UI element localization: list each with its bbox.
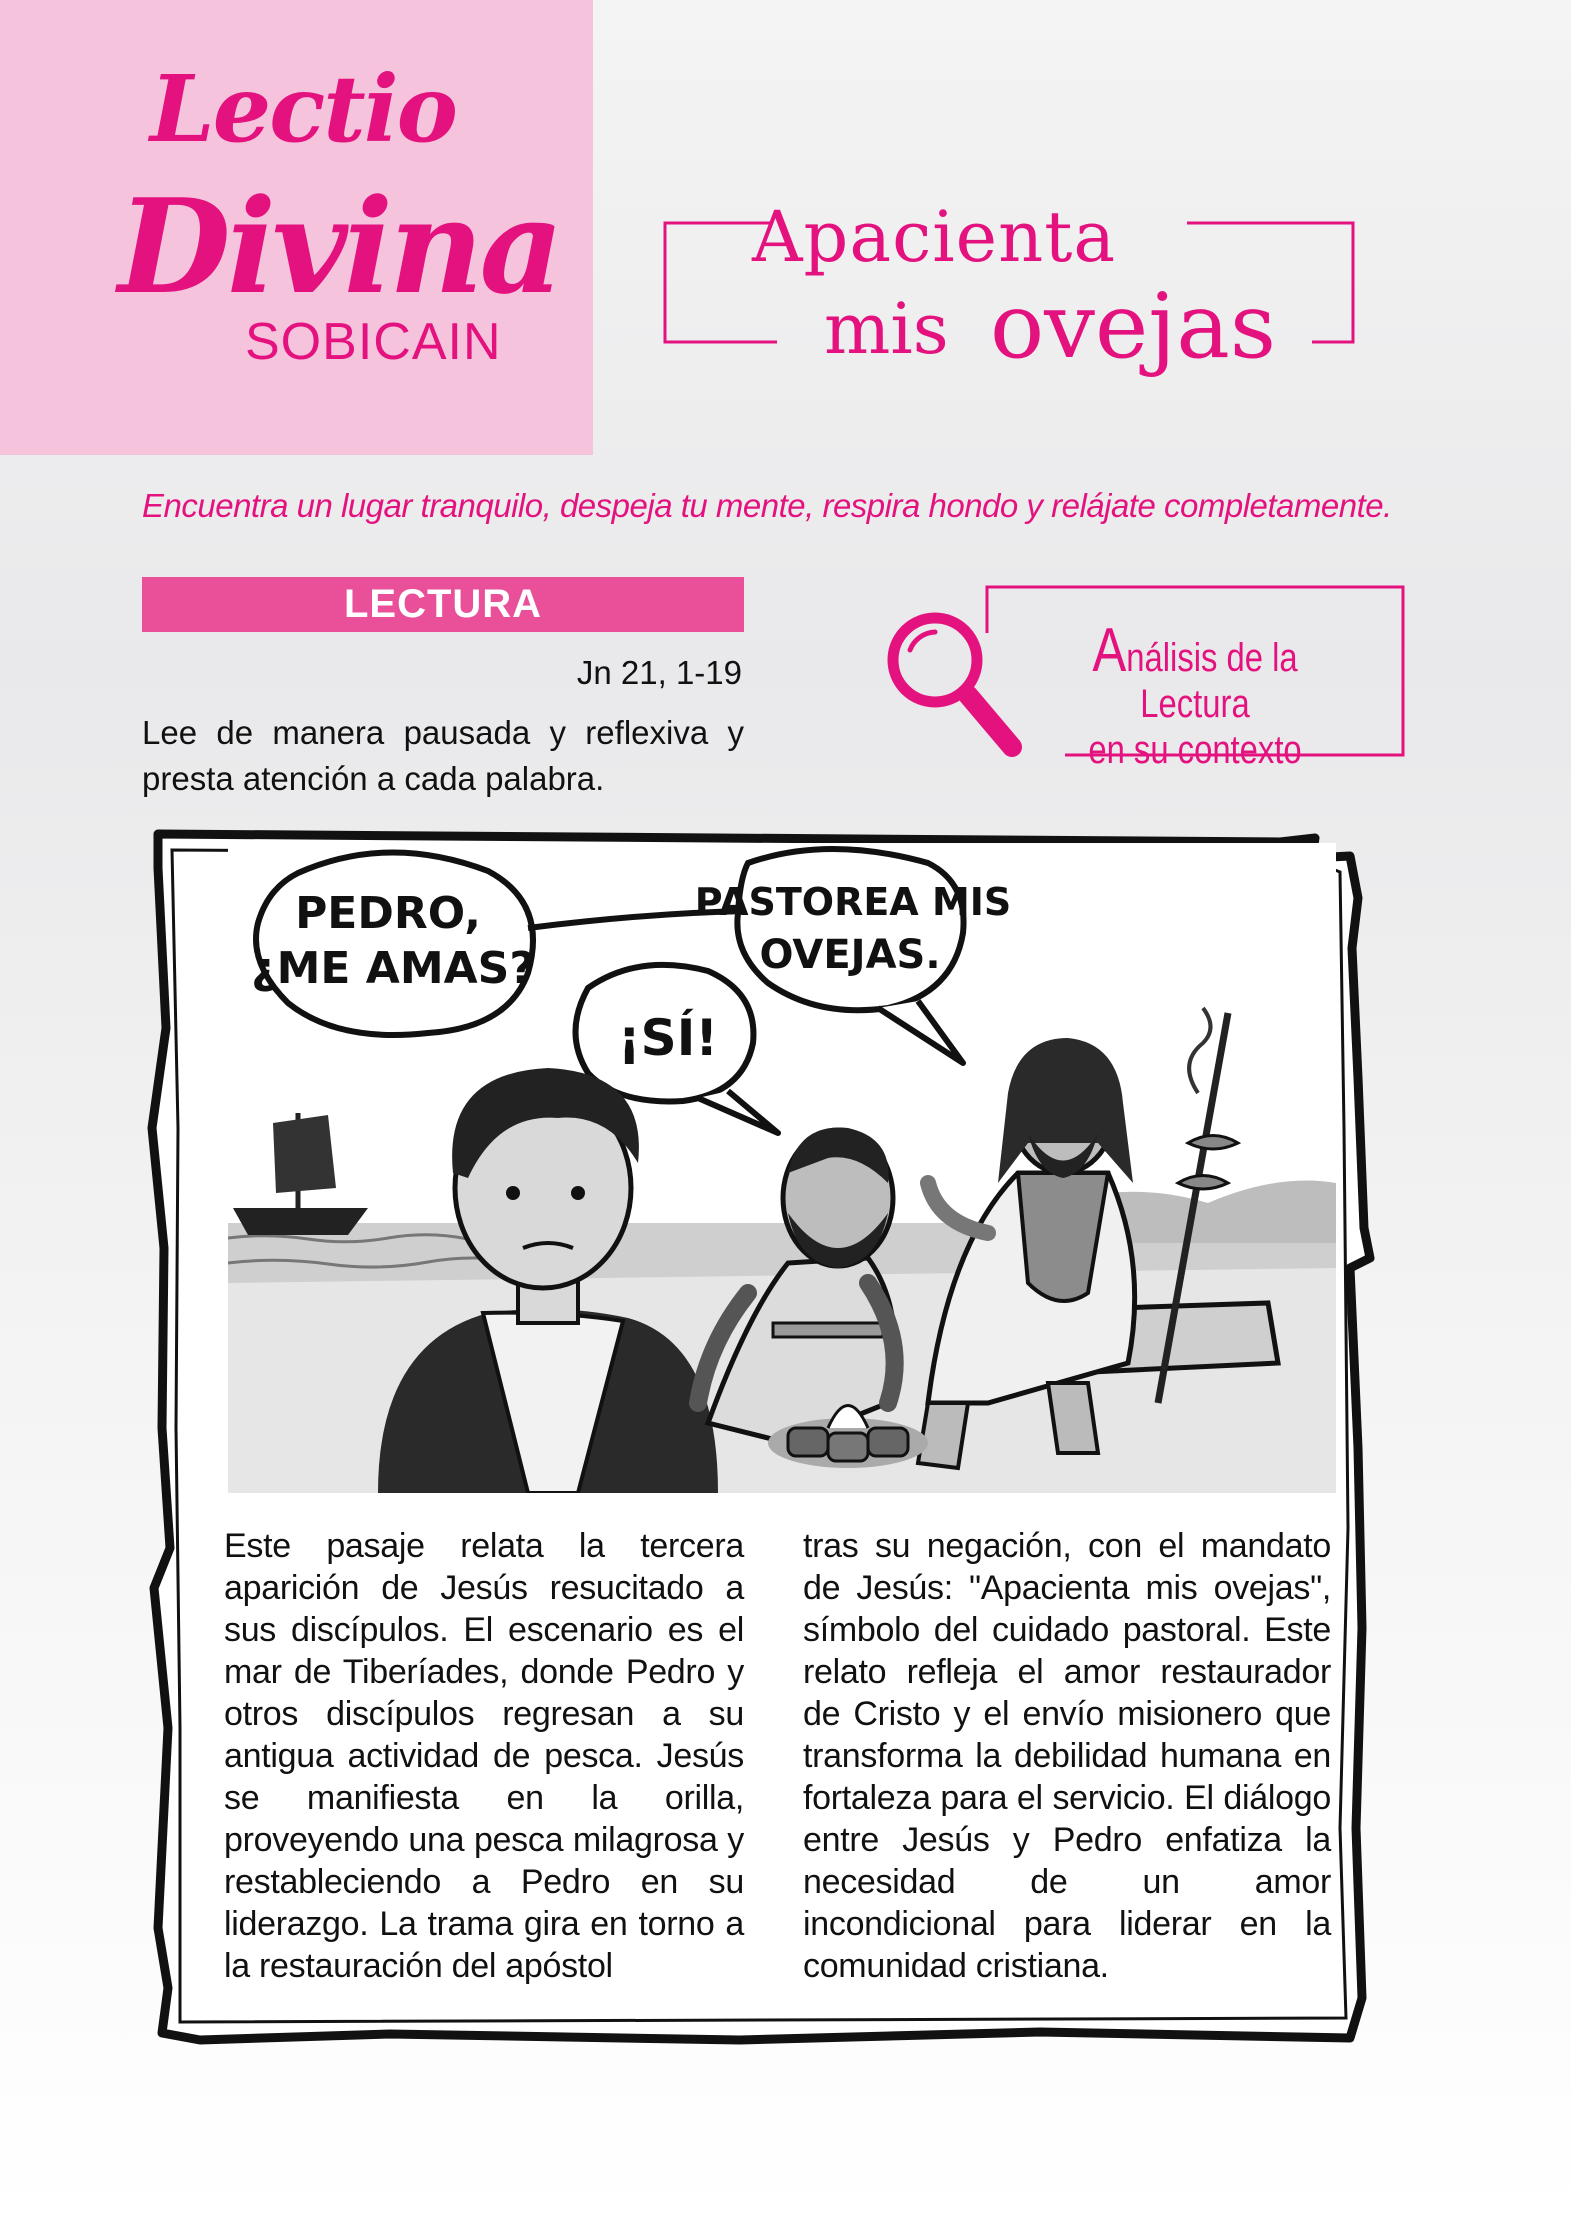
page-title-line2a: mis bbox=[824, 288, 949, 370]
page-title-line1: Apacienta bbox=[752, 196, 1117, 278]
bubble-jesus-line1: PASTOREA MIS bbox=[694, 880, 1012, 924]
logo-publisher: SOBICAIN bbox=[245, 313, 502, 371]
intro-text: Encuentra un lugar tranquilo, despeja tu mente, respira hondo y relájate completamente. bbox=[142, 487, 1392, 524]
body-column-right: tras su negación, con el mandato de Jesús: "Apacienta mis ovejas", símbolo del cuidado pastoral. Este relato refleja el amor restaurador de Cristo y el envío misionero que transforma la debilidad humana en fortaleza para el servicio. El diálogo entre Jesús y Pedro enfatiza la necesidad de un amor incondicional para liderar en la comunidad cristiana. bbox=[803, 1527, 1331, 1985]
bubble-jesus-line2: OVEJAS. bbox=[759, 932, 941, 978]
logo-block bbox=[0, 0, 593, 455]
body-column-left: Este pasaje relata la tercera aparición de Jesús resucitado a sus discípulos. El escenario es el mar de Tiberíades, donde Pedro y otros discípulos regresan a su antigua actividad de pesca. Jesús se manifiesta en la orilla, proveyendo una pesca milagrosa y restableciendo a Pedro en su liderazgo. La trama gira en torno a la restauración del apóstol bbox=[224, 1527, 744, 1985]
speech-bubble-pedro bbox=[251, 852, 535, 1035]
comic-illustration bbox=[228, 843, 1336, 1493]
bubble-pedro-line2: ¿ME AMAS? bbox=[251, 943, 535, 994]
analysis-title bbox=[1035, 616, 1355, 773]
logo-divina: Divina bbox=[118, 170, 560, 323]
lectura-heading: LECTURA bbox=[142, 577, 744, 632]
bible-reference: Jn 21, 1-19 bbox=[576, 654, 742, 691]
page-title-line2b: ovejas bbox=[990, 274, 1277, 379]
reading-instruction: Lee de manera pausada y reflexiva y presta atención a cada palabra. bbox=[142, 714, 744, 797]
analysis-initial: A bbox=[1092, 616, 1127, 685]
bubble-si-text: ¡SÍ! bbox=[617, 1009, 719, 1067]
bubble-pedro-line1: PEDRO, bbox=[295, 888, 481, 939]
analysis-line2: en su contexto bbox=[1088, 728, 1302, 772]
logo-lectio: Lectio bbox=[150, 55, 457, 163]
analysis-line1: nálisis de la Lectura bbox=[1126, 636, 1298, 726]
